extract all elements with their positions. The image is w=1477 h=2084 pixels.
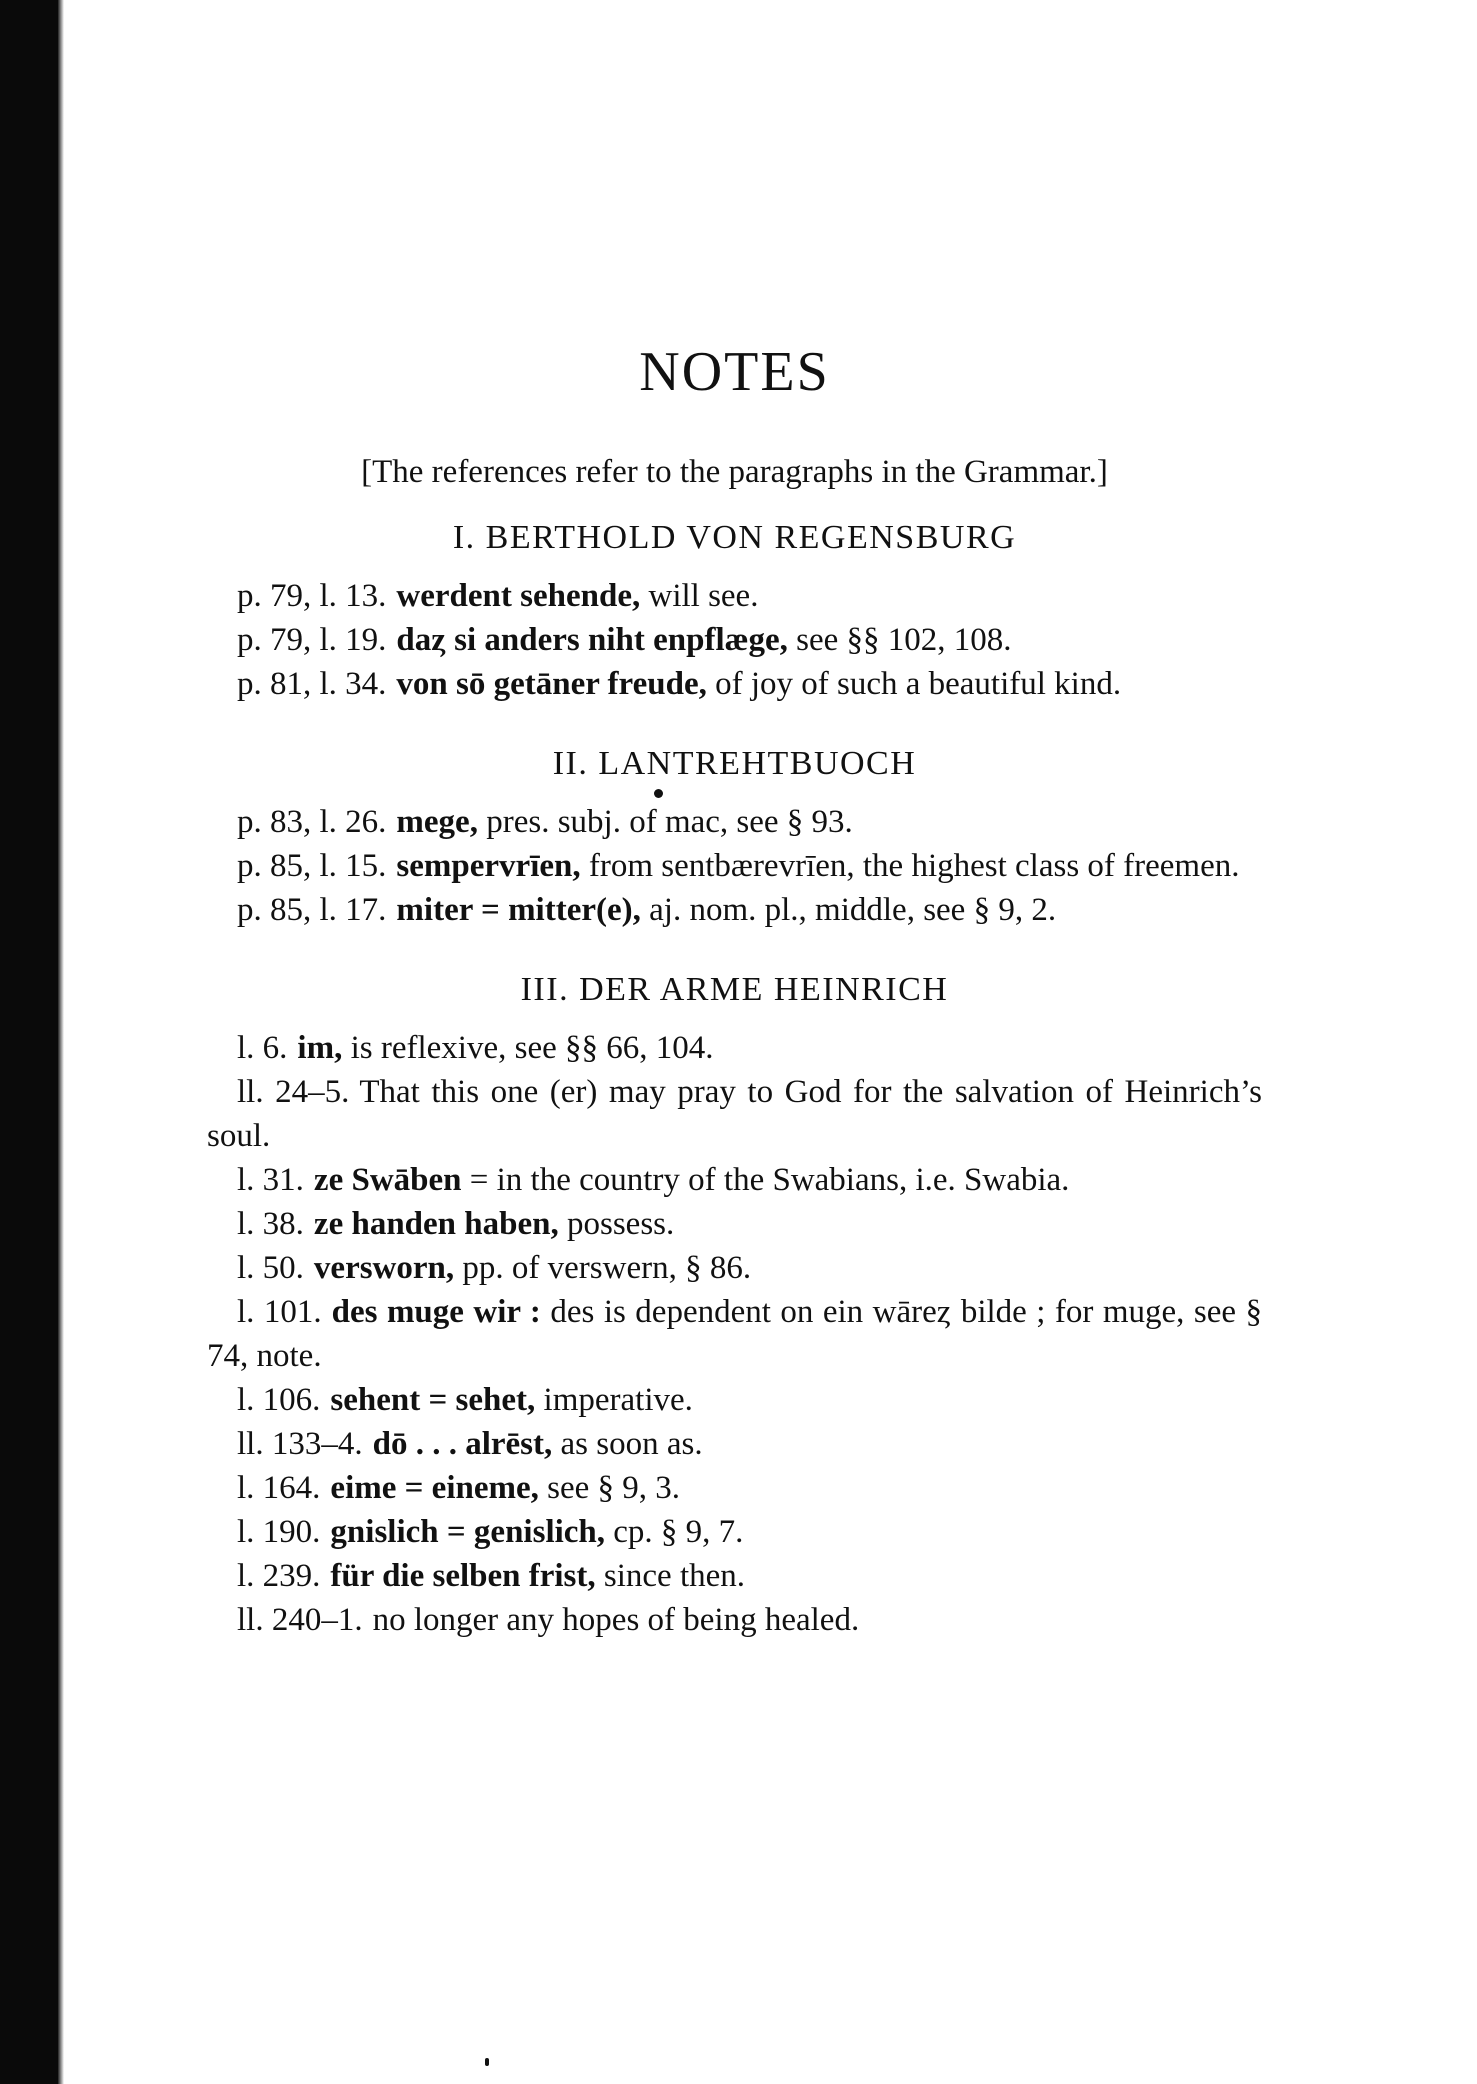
- note-reference: l. 38.: [237, 1206, 304, 1242]
- note-term: im,: [297, 1030, 343, 1066]
- note-term: gnislich = genislich,: [330, 1514, 606, 1550]
- section-heading: I. BERTHOLD VON REGENSBURG: [452, 519, 1017, 556]
- note-gloss: aj. nom. pl., middle, see § 9, 2.: [640, 892, 1057, 928]
- note-term: für die selben frist,: [330, 1558, 596, 1594]
- book-spine-shadow: [0, 0, 62, 2084]
- note-entry: [207, 662, 1262, 706]
- note-reference: p. 81, l. 34.: [237, 666, 387, 702]
- note-reference: l. 190.: [237, 1514, 321, 1550]
- note-term: mege,: [396, 804, 478, 840]
- note-gloss: see § 9, 3.: [538, 1470, 681, 1506]
- note-reference: p. 79, l. 13.: [237, 578, 387, 614]
- notes-page: [207, 340, 1262, 1642]
- note-entry: [207, 618, 1262, 662]
- note-entry: [207, 1598, 1262, 1642]
- spine-edge: [58, 0, 64, 2084]
- note-gloss: as soon as.: [552, 1426, 703, 1462]
- note-gloss: since then.: [595, 1558, 746, 1594]
- note-reference: l. 164.: [237, 1470, 321, 1506]
- note-entry: [207, 1554, 1262, 1598]
- note-term: ze Swāben: [313, 1162, 462, 1198]
- note-term: daȥ si anders niht enpflæge,: [396, 622, 788, 658]
- note-reference: l. 6.: [237, 1030, 288, 1066]
- note-reference: ll. 24–5.: [237, 1074, 350, 1110]
- note-gloss: That this one (er) may pray to God for the salvation of Heinrich’s soul.: [207, 1074, 1262, 1154]
- note-gloss: pp. of verswern, § 86.: [454, 1250, 752, 1286]
- note-gloss: see §§ 102, 108.: [787, 622, 1012, 658]
- note-term: von sō getāner freude,: [396, 666, 707, 702]
- note-term: versworn,: [313, 1250, 455, 1286]
- note-gloss: is reflexive, see §§ 66, 104.: [342, 1030, 714, 1066]
- note-gloss: pres. subj. of mac, see § 93.: [477, 804, 853, 840]
- ink-speck: [485, 2058, 489, 2066]
- note-entry: [207, 1422, 1262, 1466]
- note-entry: [207, 1466, 1262, 1510]
- note-entry: [207, 1070, 1262, 1158]
- note-entry: [207, 888, 1262, 932]
- note-entry: [207, 1026, 1262, 1070]
- note-entry: [207, 1202, 1262, 1246]
- note-term: miter = mitter(e),: [396, 892, 641, 928]
- note-gloss: cp. § 9, 7.: [605, 1514, 744, 1550]
- note-gloss: possess.: [558, 1206, 675, 1242]
- note-entry: [207, 1246, 1262, 1290]
- note-term: ze handen haben,: [313, 1206, 559, 1242]
- ink-speck: [654, 789, 663, 798]
- note-reference: p. 79, l. 19.: [237, 622, 387, 658]
- note-term: eime = eineme,: [330, 1470, 539, 1506]
- note-gloss: will see.: [640, 578, 759, 614]
- note-term: werdent sehende,: [396, 578, 641, 614]
- note-reference: ll. 133–4.: [237, 1426, 363, 1462]
- note-term: des muge wir :: [331, 1294, 541, 1330]
- note-reference: p. 83, l. 26.: [237, 804, 387, 840]
- note-entry: [207, 1290, 1262, 1378]
- note-entry: [207, 844, 1262, 888]
- note-term: dō . . . alrēst,: [372, 1426, 553, 1462]
- note-reference: l. 239.: [237, 1558, 321, 1594]
- note-term: sempervrīen,: [396, 848, 581, 884]
- note-reference: l. 31.: [237, 1162, 304, 1198]
- note-gloss: no longer any hopes of being healed.: [372, 1602, 860, 1638]
- note-gloss: from sentbærevrīen, the highest class of freemen.: [580, 848, 1240, 884]
- note-gloss: = in the country of the Swabians, i.e. Swabia.: [461, 1162, 1070, 1198]
- note-gloss: of joy of such a beautiful kind.: [706, 666, 1122, 702]
- note-entry: [207, 574, 1262, 618]
- note-gloss: des is dependent on ein wāreȥ bilde ; for muge, see § 74, note.: [207, 1294, 1262, 1374]
- page-title: NOTES: [639, 341, 830, 403]
- note-reference: p. 85, l. 15.: [237, 848, 387, 884]
- note-entry: [207, 1378, 1262, 1422]
- section-heading: II. LANTREHTBUOCH: [552, 745, 917, 782]
- note-reference: l. 50.: [237, 1250, 304, 1286]
- note-reference: p. 85, l. 17.: [237, 892, 387, 928]
- note-term: sehent = sehet,: [330, 1382, 536, 1418]
- intro-note: [The references refer to the paragraphs in the Grammar.]: [361, 454, 1108, 490]
- note-reference: l. 101.: [237, 1294, 322, 1330]
- notes-sections: [207, 516, 1262, 1642]
- note-entry: [207, 1158, 1262, 1202]
- note-gloss: imperative.: [535, 1382, 693, 1418]
- section-heading: III. DER ARME HEINRICH: [520, 971, 949, 1008]
- note-entry: [207, 800, 1262, 844]
- note-entry: [207, 1510, 1262, 1554]
- note-reference: l. 106.: [237, 1382, 321, 1418]
- note-reference: ll. 240–1.: [237, 1602, 363, 1638]
